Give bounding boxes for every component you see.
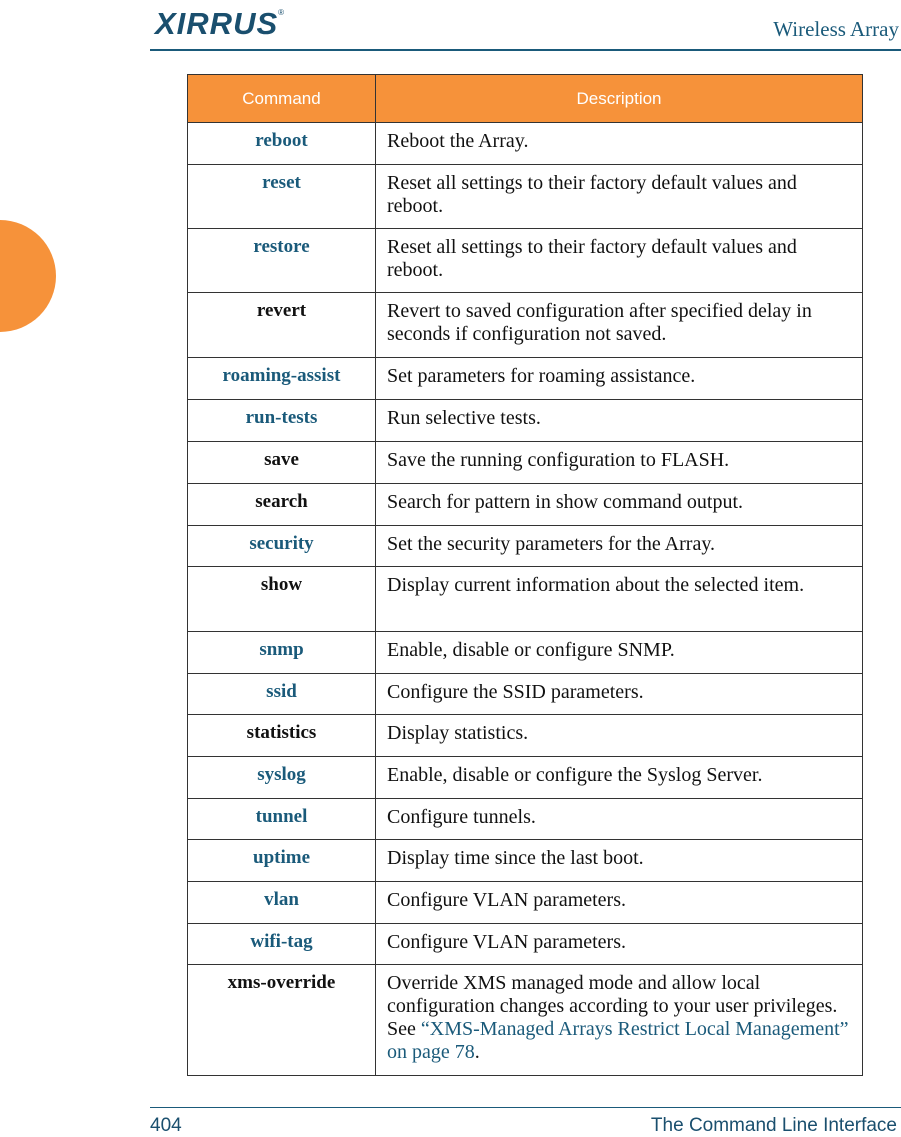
command-link-reset[interactable]: reset: [188, 165, 376, 229]
table-row: [188, 757, 863, 799]
command-description: Search for pattern in show command output.: [376, 484, 863, 526]
logo-registered-mark: ®: [278, 8, 285, 17]
column-header-description: Description: [376, 75, 863, 123]
chapter-tab-marker: [0, 220, 56, 332]
command-description: Save the running configuration to FLASH.: [376, 442, 863, 484]
command-description: Set parameters for roaming assistance.: [376, 358, 863, 400]
column-header-command: Command: [188, 75, 376, 123]
table-row: [188, 358, 863, 400]
table-row: [188, 442, 863, 484]
command-description: Enable, disable or configure the Syslog Server.: [376, 757, 863, 799]
command-statistics: statistics: [188, 715, 376, 757]
table-row: [188, 123, 863, 165]
command-link-wifi-tag[interactable]: wifi-tag: [188, 924, 376, 965]
command-search: search: [188, 484, 376, 526]
table-row: [188, 882, 863, 924]
footer-title: The Command Line Interface: [650, 1115, 897, 1136]
table-row: [188, 674, 863, 715]
cross-reference-link[interactable]: “XMS-Managed Arrays Restrict Local Management” on page 78: [387, 1018, 849, 1063]
table-row: [188, 400, 863, 442]
table-row: [188, 293, 863, 358]
command-xms-override: xms-override: [188, 965, 376, 1076]
command-description: Reset all settings to their factory default values and reboot.: [376, 165, 863, 229]
command-description: Run selective tests.: [376, 400, 863, 442]
command-link-restore[interactable]: restore: [188, 229, 376, 293]
command-description: Reset all settings to their factory default values and reboot.: [376, 229, 863, 293]
description-text: Override XMS managed mode and allow local configuration changes according to your user privileges. See: [387, 972, 838, 1040]
command-description: Set the security parameters for the Array.: [376, 526, 863, 567]
table-row: [188, 229, 863, 293]
command-link-ssid[interactable]: ssid: [188, 674, 376, 715]
header-rule: [150, 49, 901, 51]
table-row: [188, 924, 863, 965]
command-link-vlan[interactable]: vlan: [188, 882, 376, 924]
command-description: Display time since the last boot.: [376, 840, 863, 882]
command-description: Display current information about the selected item.: [376, 567, 863, 632]
table-row: [188, 526, 863, 567]
command-link-roaming-assist[interactable]: roaming-assist: [188, 358, 376, 400]
command-description: Revert to saved configuration after specified delay in seconds if configuration not saved.: [376, 293, 863, 358]
command-save: save: [188, 442, 376, 484]
table-row: [188, 715, 863, 757]
command-description: [376, 965, 863, 1076]
command-link-snmp[interactable]: snmp: [188, 632, 376, 674]
header-title: Wireless Array: [773, 17, 899, 41]
table-header-row: [188, 75, 863, 123]
command-link-uptime[interactable]: uptime: [188, 840, 376, 882]
command-table: [187, 74, 863, 1076]
command-description: Reboot the Array.: [376, 123, 863, 165]
table-row: [188, 632, 863, 674]
table-row: [188, 799, 863, 840]
table-row: [188, 165, 863, 229]
command-link-security[interactable]: security: [188, 526, 376, 567]
command-link-tunnel[interactable]: tunnel: [188, 799, 376, 840]
page-number: 404: [150, 1115, 182, 1136]
xirrus-logo: [155, 8, 284, 40]
command-description: Enable, disable or configure SNMP.: [376, 632, 863, 674]
command-description: Configure VLAN parameters.: [376, 882, 863, 924]
command-description: Configure tunnels.: [376, 799, 863, 840]
command-show: show: [188, 567, 376, 632]
command-description: Configure the SSID parameters.: [376, 674, 863, 715]
command-link-run-tests[interactable]: run-tests: [188, 400, 376, 442]
command-description: Display statistics.: [376, 715, 863, 757]
table-row: [188, 567, 863, 632]
command-link-syslog[interactable]: syslog: [188, 757, 376, 799]
command-revert: revert: [188, 293, 376, 358]
logo-text: XIRRUS: [155, 6, 279, 41]
footer-rule: [150, 1107, 901, 1108]
command-description: Configure VLAN parameters.: [376, 924, 863, 965]
table-row: [188, 965, 863, 1076]
command-link-reboot[interactable]: reboot: [188, 123, 376, 165]
description-suffix: .: [474, 1041, 480, 1063]
table-row: [188, 484, 863, 526]
table-row: [188, 840, 863, 882]
